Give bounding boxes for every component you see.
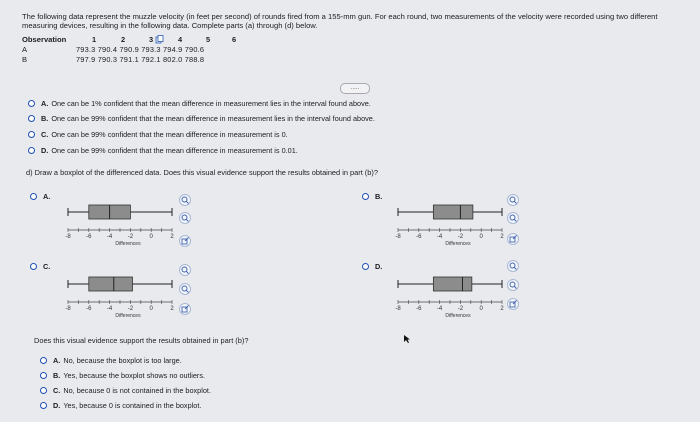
choice-letter: D. <box>375 262 383 271</box>
open-new-window-icon[interactable] <box>179 303 191 315</box>
zoom-out-icon[interactable] <box>507 212 519 224</box>
option-text: Yes, because the boxplot shows no outliers. <box>63 371 206 380</box>
choice-d[interactable] <box>362 262 385 271</box>
part-d-question: d) Draw a boxplot of the differenced data. Does this visual evidence support the results obtained in part (b)? <box>26 168 378 177</box>
box <box>433 205 473 219</box>
tick-label: -2 <box>127 306 134 312</box>
choice-a[interactable] <box>30 192 53 201</box>
show-more-button[interactable]: ..... <box>340 83 370 94</box>
tick-label: -6 <box>86 234 92 240</box>
col-2: 2 <box>121 35 126 44</box>
tick-label: 0 <box>149 306 153 312</box>
option-text: No, because the boxplot is too large. <box>63 356 182 365</box>
radio-button[interactable] <box>28 147 35 154</box>
tick-label: -6 <box>416 234 422 240</box>
open-new-window-icon[interactable] <box>179 235 191 247</box>
zoom-out-icon[interactable] <box>179 283 191 295</box>
axis-label: Differences <box>115 313 141 319</box>
option-letter: B. <box>41 114 49 123</box>
option-letter: A. <box>41 99 49 108</box>
tick-label: 2 <box>170 234 174 240</box>
radio-button[interactable] <box>40 357 47 364</box>
tick-label: 0 <box>479 306 483 312</box>
tick-label: -8 <box>65 234 71 240</box>
option-letter: D. <box>41 146 49 155</box>
zoom-in-icon[interactable] <box>179 264 191 276</box>
zoom-in-icon[interactable] <box>507 194 519 206</box>
radio-button[interactable] <box>28 100 35 107</box>
radio-button[interactable] <box>40 372 47 379</box>
tick-label: -4 <box>436 306 443 312</box>
option-letter: D. <box>53 401 61 410</box>
part-c-option-d[interactable] <box>28 146 298 155</box>
col-1: 1 <box>92 35 97 44</box>
tick-label: -8 <box>395 306 401 312</box>
tick-label: -4 <box>106 306 113 312</box>
followup-option-d[interactable] <box>40 401 201 410</box>
choice-letter: A. <box>43 192 51 201</box>
axis-label: Differences <box>115 241 141 247</box>
radio-button[interactable] <box>30 263 37 270</box>
table-header <box>22 35 66 44</box>
followup-option-b[interactable] <box>40 371 205 380</box>
zoom-out-icon[interactable] <box>507 279 519 291</box>
tick-label: -6 <box>416 306 422 312</box>
option-letter: B. <box>53 371 61 380</box>
radio-button[interactable] <box>40 387 47 394</box>
zoom-in-icon[interactable] <box>507 260 519 272</box>
option-text: Yes, because 0 is contained in the boxplot. <box>63 401 202 410</box>
row-a-label: A <box>22 45 28 54</box>
option-text: One can be 99% confident that the mean difference in measurement is 0. <box>51 130 288 139</box>
option-letter: A. <box>53 356 61 365</box>
choice-c[interactable] <box>30 262 53 271</box>
boxplot-d <box>390 272 510 322</box>
radio-button[interactable] <box>40 402 47 409</box>
col-3: 3 <box>149 35 154 44</box>
tick-label: -8 <box>395 234 401 240</box>
part-c-option-c[interactable] <box>28 130 288 139</box>
axis-label: Differences <box>445 313 471 319</box>
box <box>89 277 133 291</box>
tick-label: -4 <box>106 234 113 240</box>
col-4: 4 <box>178 35 183 44</box>
row-a-values: 793.3 790.4 790.9 793.3 794.9 790.6 <box>76 45 205 54</box>
radio-button[interactable] <box>28 131 35 138</box>
box <box>433 277 471 291</box>
option-text: No, because 0 is not contained in the boxplot. <box>63 386 211 395</box>
tick-label: -2 <box>457 306 464 312</box>
followup-option-a[interactable] <box>40 356 182 365</box>
mouse-cursor-icon <box>403 334 411 344</box>
tick-label: -2 <box>457 234 464 240</box>
option-letter: C. <box>53 386 61 395</box>
boxplot-b <box>390 200 510 250</box>
radio-button[interactable] <box>362 193 369 200</box>
radio-button[interactable] <box>30 193 37 200</box>
row-b-values: 797.9 790.3 791.1 792.1 802.0 788.8 <box>76 55 205 64</box>
open-new-window-icon[interactable] <box>507 298 519 310</box>
followup-option-c[interactable] <box>40 386 211 395</box>
tick-label: -6 <box>86 306 92 312</box>
choice-letter: B. <box>375 192 383 201</box>
observation-label: Observation <box>22 35 67 44</box>
choice-b[interactable] <box>362 192 385 201</box>
tick-label: -4 <box>436 234 443 240</box>
tick-label: 2 <box>500 234 504 240</box>
tick-label: -2 <box>127 234 134 240</box>
choice-letter: C. <box>43 262 51 271</box>
axis-label: Differences <box>445 241 471 247</box>
followup-question: Does this visual evidence support the results obtained in part (b)? <box>34 336 249 345</box>
radio-button[interactable] <box>362 263 369 270</box>
boxplot-a <box>60 200 180 250</box>
tick-label: -8 <box>65 306 71 312</box>
option-text: One can be 1% confident that the mean difference in measurement lies in the interval found above. <box>51 99 371 108</box>
boxplot-c <box>60 272 180 322</box>
option-text: One can be 99% confident that the mean difference in measurement lies in the interval found above. <box>51 114 375 123</box>
tick-label: 2 <box>170 306 174 312</box>
zoom-out-icon[interactable] <box>179 212 191 224</box>
problem-intro: The following data represent the muzzle velocity (in feet per second) of rounds fired from a 155-mm gun. For each round, two measurements of the velocity were recorded using two different measuring devices, resulting in the following data. Complete parts (a) through (d) below. <box>22 12 658 30</box>
tick-label: 2 <box>500 306 504 312</box>
tick-label: 0 <box>479 234 483 240</box>
part-c-option-b[interactable] <box>28 114 375 123</box>
option-letter: C. <box>41 130 49 139</box>
copy-icon[interactable] <box>155 35 165 45</box>
row-b-label: B <box>22 55 28 64</box>
part-c-option-a[interactable] <box>28 99 371 108</box>
option-text: One can be 99% confident that the mean difference in measurement is 0.01. <box>51 146 298 155</box>
tick-label: 0 <box>149 234 153 240</box>
col-5: 5 <box>206 35 211 44</box>
radio-button[interactable] <box>28 115 35 122</box>
zoom-in-icon[interactable] <box>179 194 191 206</box>
col-6: 6 <box>232 35 237 44</box>
open-new-window-icon[interactable] <box>507 233 519 245</box>
